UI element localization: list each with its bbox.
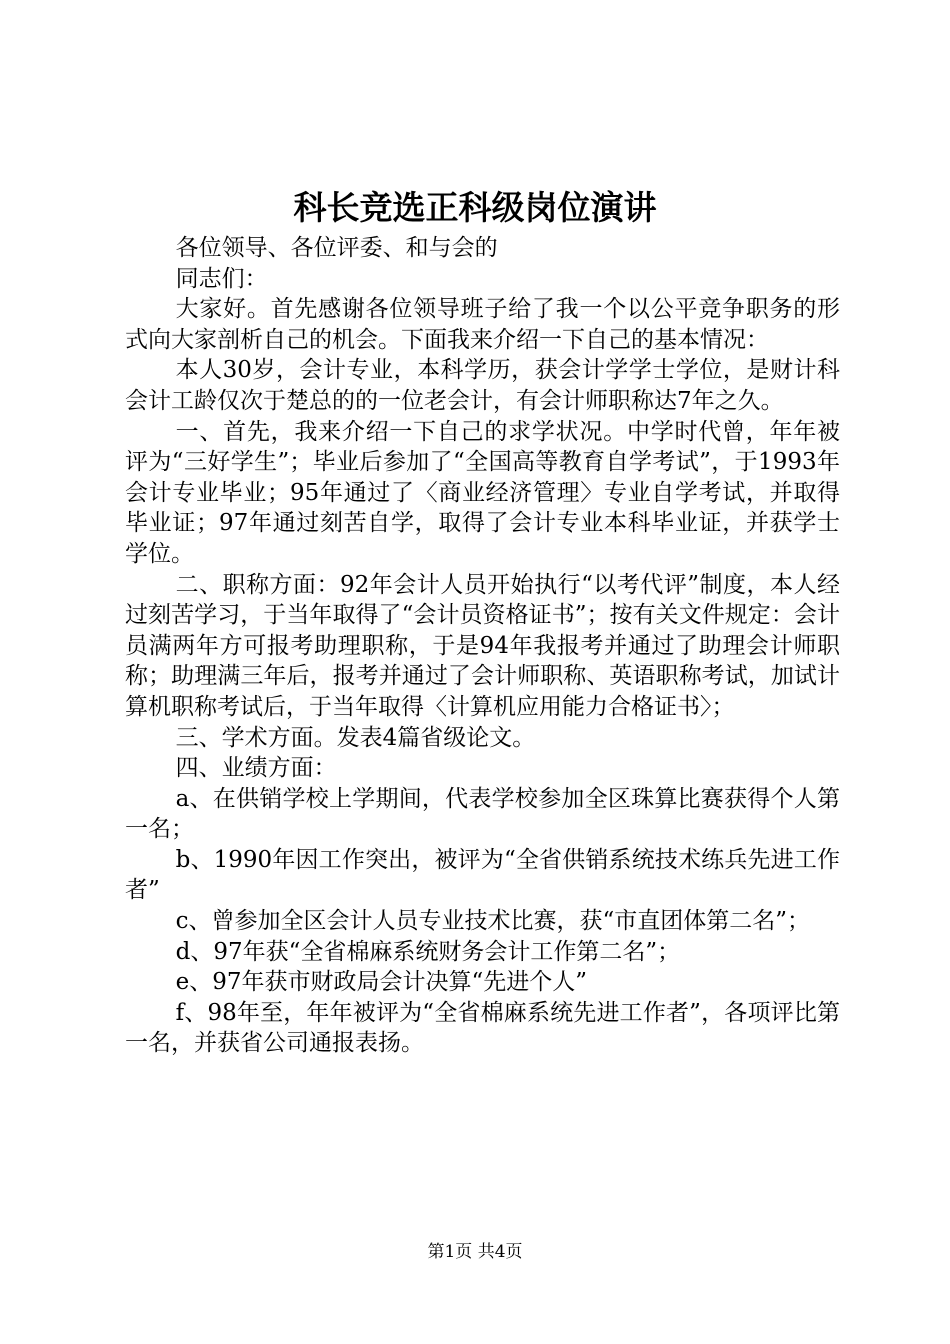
paragraph-achievement-b: b、1990年因工作突出，被评为“全省供销系统技术练兵先进工作者” <box>125 846 840 904</box>
paragraph-academic: 三、学术方面。发表4篇省级论文。 <box>175 724 536 751</box>
paragraph-salutation-1: 各位领导、各位评委、和与会的 <box>175 235 498 261</box>
page-number: 第1页 共4页 <box>427 1242 523 1262</box>
paragraph-self-intro: 本人30岁，会计专业，本科学历，获会计学学士学位，是财计科会计工龄仅次于楚总的的一位老会计，有会计师职称达7年之久。 <box>125 357 840 414</box>
paragraph-education: 一、首先，我来介绍一下自己的求学状况。中学时代曾，年年被评为“三好学生”；毕业后参加了“全国高等教育自学考试”，于1993年会计专业毕业；95年通过了〈商业经济管理〉专业自学考试，并取得毕业证；97年通过刻苦自学，取得了会计专业本科毕业证，并获学士学位。 <box>125 418 840 567</box>
paragraph-achievement-e: e、97年获市财政局会计决算“先进个人” <box>175 969 587 996</box>
paragraph-achievements-heading: 四、业绩方面： <box>175 755 337 782</box>
paragraph-achievement-c: c、曾参加全区会计人员专业技术比赛，获“市直团体第二名”； <box>175 908 810 935</box>
document-title: 科长竞选正科级岗位演讲 <box>293 188 657 227</box>
paragraph-achievement-f: f、98年至，年年被评为“全省棉麻系统先进工作者”，各项评比第一名，并获省公司通报表扬。 <box>125 999 840 1057</box>
paragraph-achievement-d: d、97年获“全省棉麻系统财务会计工作第二名”； <box>175 938 681 965</box>
paragraph-greeting: 大家好。首先感谢各位领导班子给了我一个以公平竞争职务的形式向大家剖析自己的机会。下面我来介绍一下自己的基本情况： <box>125 296 840 353</box>
paragraph-achievement-a: a、在供销学校上学期间，代表学校参加全区珠算比赛获得个人第一名； <box>125 785 840 843</box>
paragraph-salutation-2: 同志们： <box>175 265 268 292</box>
paragraph-title-qualification: 二、职称方面：92年会计人员开始执行“以考代评”制度，本人经过刻苦学习，于当年取得了“会计员资格证书”；按有关文件规定：会计员满两年方可报考助理职称，于是94年我报考并通过了助理会计师职称；助理满三年后，报考并通过了会计师职称、英语职称考试，加试计算机职称考试后，于当年取得〈计算机应用能力合格证书〉； <box>125 571 840 720</box>
document-body <box>125 233 840 1059</box>
